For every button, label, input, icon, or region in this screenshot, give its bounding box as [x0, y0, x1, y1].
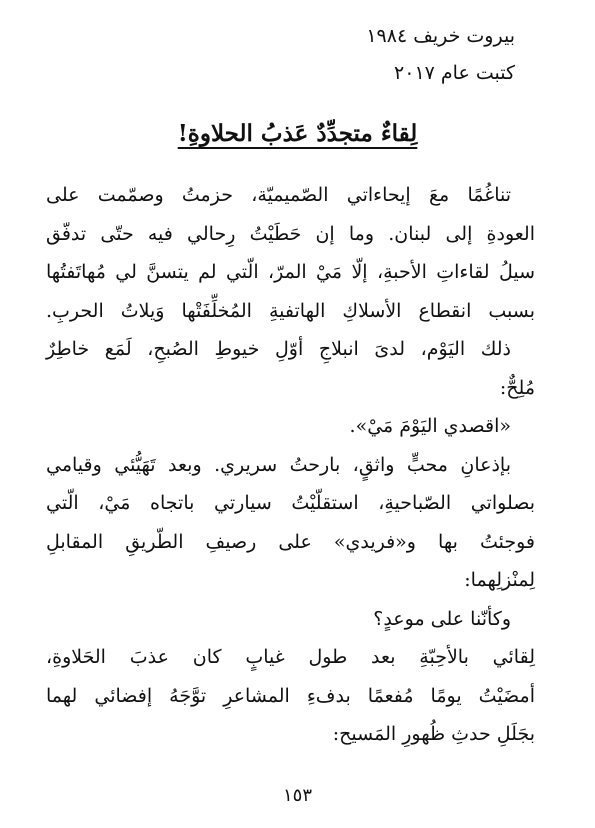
text-line: أمضَيْتُ يومًا مُفعمًا بدفءِ المشاعرِ توَّجَهُ إفضائي لهما [46, 684, 535, 707]
text-line: وكأنّنا على موعدٍ؟ [373, 607, 511, 630]
text-line: لِقائي بالأحِبّةِ بعد طول غيابٍ كان عذبَ الحَلاوةِ، [46, 646, 535, 668]
text-line: فوجئتُ بها و«فريدي» على رصيفِ الطّريقِ المقابلِ [46, 530, 535, 553]
text-line: العودةِ إلى لبنان. وما إن حَطَيْتُ رِحالي فيه حتّى تدفّق [46, 222, 535, 245]
text-line: بسبب انقطاع الأسلاكِ الهاتفيةِ المُخلِّفَتْها وَيلاتُ الحربِ. [46, 299, 535, 322]
text-line: مُلِحٌّ: [499, 376, 535, 399]
text-line: لِمنْزلِهما: [464, 569, 535, 591]
text-line: سيلُ لقاءاتِ الأحبةِ، إلّا مَيْ المرّ، الّتي لم يتسنَّ لي مُهاتَفتُها [46, 261, 535, 283]
text-line: بإذعانِ محبٍّ واثقٍ، بارحتُ سريري. وبعد تَهَيُّئي وقيامي [46, 453, 511, 476]
text-line: «اقصدي اليَوْمَ مَيْ». [349, 415, 511, 437]
text-line: بصلواتي الصّباحيةِ، استقلّيْتُ سيارتي باتجاه مَيْ، الّتي [46, 492, 535, 514]
chapter-title: لِقاءٌ متجدِّدٌ عَذبُ الحلاوةِ! [177, 120, 418, 147]
body-text [46, 176, 535, 754]
page-number: ١٥٣ [282, 785, 312, 806]
place-date-line: بيروت خريف ١٩٨٤ [366, 25, 515, 47]
text-line: ذلك اليَوْم، لدىَ انبلاجِ أوّلِ خيوطِ الصُبحِ، لَمَع خاطِرٌ [46, 338, 511, 360]
text-line: بجَلَلِ حدثِ ظُهورِ المَسيح: [332, 723, 535, 745]
written-year-line: كتبت عام ٢٠١٧ [394, 62, 515, 84]
text-line: تناغُمًا معَ إيحاءاتي الصّميميّة، حزمتُ وصمّمت على [46, 184, 511, 206]
